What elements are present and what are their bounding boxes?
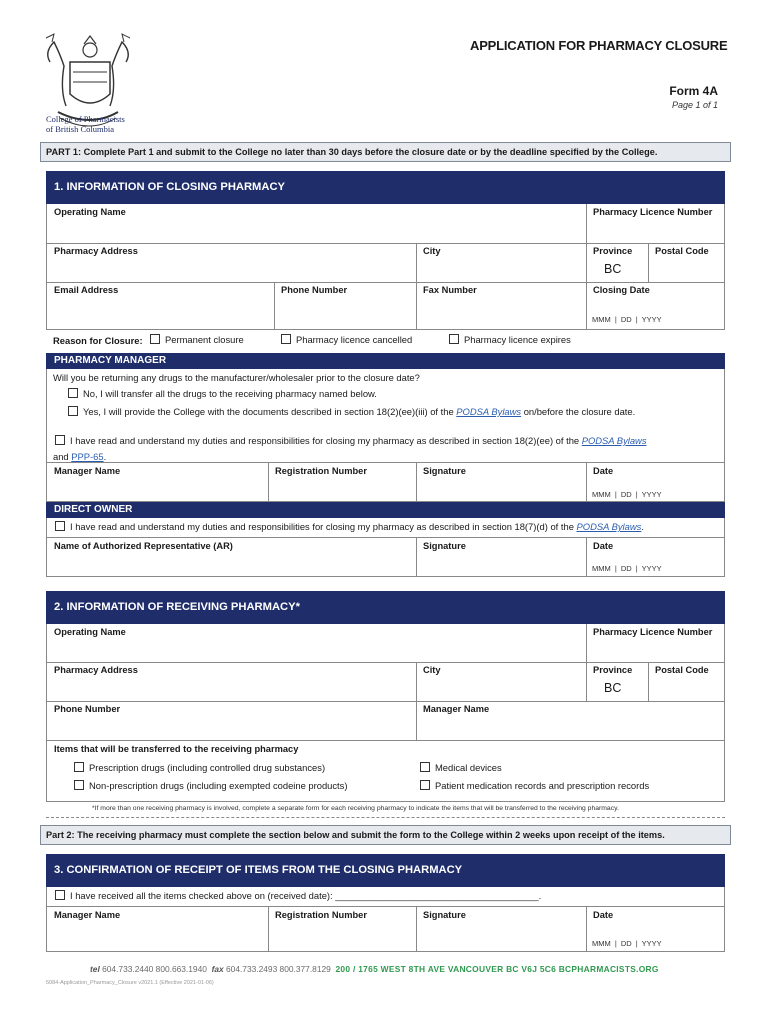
section1-header: 1. INFORMATION OF CLOSING PHARMACY bbox=[46, 171, 725, 204]
checkbox-icon[interactable] bbox=[420, 762, 430, 772]
owner-date-format: MMM | DD | YYYY bbox=[592, 564, 662, 573]
return-drugs-question: Will you be returning any drugs to the manufacturer/wholesaler prior to the closure date? bbox=[53, 372, 420, 383]
city-field[interactable]: City bbox=[423, 246, 441, 256]
owner-grid bbox=[46, 518, 725, 577]
receiving-postal-code-field[interactable]: Postal Code bbox=[655, 665, 709, 675]
authorized-rep-field[interactable]: Name of Authorized Representative (AR) bbox=[54, 541, 233, 551]
checkbox-icon[interactable] bbox=[55, 890, 65, 900]
owner-ack-text: I have read and understand my duties and responsibilities for closing my pharmacy as described in section 18(7)(d) of the bbox=[70, 521, 574, 532]
receiving-address-field[interactable]: Pharmacy Address bbox=[54, 665, 138, 675]
checkbox-icon[interactable] bbox=[68, 388, 78, 398]
address-field[interactable]: Pharmacy Address bbox=[54, 246, 138, 256]
form-title: APPLICATION FOR PHARMACY CLOSURE bbox=[470, 38, 728, 53]
owner-date-field[interactable]: Date bbox=[593, 541, 614, 551]
owner-ack-end: . bbox=[641, 521, 644, 532]
fax-label: fax bbox=[211, 964, 224, 974]
podsa-bylaws-link[interactable]: PODSA Bylaws bbox=[456, 406, 522, 417]
option-yes-label: Yes, I will provide the College with the documents described in section 18(2)(ee)(iii) of the bbox=[83, 406, 454, 417]
logo-caption-line2: of British Columbia bbox=[46, 124, 114, 134]
manager-acknowledgement[interactable] bbox=[55, 435, 647, 446]
items-transferred-label: Items that will be transferred to the receiving pharmacy bbox=[54, 744, 299, 754]
receiving-city-field[interactable]: City bbox=[423, 665, 441, 675]
item-nonprescription[interactable] bbox=[74, 780, 347, 791]
checkbox-icon[interactable] bbox=[74, 762, 84, 772]
receiving-footnote: *If more than one receiving pharmacy is involved, complete a separate form for each receiving pharmacy to indicate the items that will be transferred to the receiving pharmacy. bbox=[92, 805, 619, 812]
logo-caption bbox=[46, 114, 125, 134]
section3-grid bbox=[46, 887, 725, 952]
part1-instructions: PART 1: Complete Part 1 and submit to the College no later than 30 days before the closure date or by the deadline specified by the College. bbox=[40, 142, 731, 162]
receiving-province-value: BC bbox=[604, 681, 622, 695]
reason-expires[interactable] bbox=[449, 334, 571, 345]
manager-grid bbox=[46, 369, 725, 502]
option-no-label: No, I will transfer all the drugs to the receiving pharmacy named below. bbox=[83, 388, 377, 399]
received-confirmation-label: I have received all the items checked above on (received date): _______________________________________. bbox=[70, 890, 542, 901]
owner-acknowledgement[interactable] bbox=[55, 521, 644, 532]
checkbox-icon[interactable] bbox=[55, 435, 65, 445]
section2-grid bbox=[46, 624, 725, 802]
footer-contact bbox=[90, 964, 659, 974]
reason-expires-label: Pharmacy licence expires bbox=[464, 334, 571, 345]
receiving-phone-field[interactable]: Phone Number bbox=[54, 704, 121, 714]
phone-field[interactable]: Phone Number bbox=[281, 285, 348, 295]
pharmacy-manager-header: PHARMACY MANAGER bbox=[46, 353, 725, 369]
manager-ack-line2 bbox=[53, 451, 106, 462]
postal-code-field[interactable]: Postal Code bbox=[655, 246, 709, 256]
reason-cancelled[interactable] bbox=[281, 334, 412, 345]
item-prescription[interactable] bbox=[74, 762, 325, 773]
receiving-operating-name-field[interactable]: Operating Name bbox=[54, 627, 126, 637]
receiving-province-field[interactable]: Province bbox=[593, 665, 633, 675]
reason-permanent-label: Permanent closure bbox=[165, 334, 244, 345]
manager-date-format: MMM | DD | YYYY bbox=[592, 490, 662, 499]
item-prescription-label: Prescription drugs (including controlled drug substances) bbox=[89, 762, 326, 773]
s3-date-field[interactable]: Date bbox=[593, 910, 614, 920]
checkbox-icon[interactable] bbox=[281, 334, 291, 344]
s3-manager-name-field[interactable]: Manager Name bbox=[54, 910, 121, 920]
section2-header: 2. INFORMATION OF RECEIVING PHARMACY* bbox=[46, 591, 725, 624]
item-nonprescription-label: Non-prescription drugs (including exempted codeine products) bbox=[89, 780, 348, 791]
manager-ack-and: and bbox=[53, 451, 69, 462]
province-field[interactable]: Province bbox=[593, 246, 633, 256]
closing-date-field[interactable]: Closing Date bbox=[593, 285, 650, 295]
checkbox-icon[interactable] bbox=[449, 334, 459, 344]
s3-date-format: MMM | DD | YYYY bbox=[592, 939, 662, 948]
received-confirmation[interactable] bbox=[55, 890, 541, 901]
manager-name-field[interactable]: Manager Name bbox=[54, 466, 121, 476]
checkbox-icon[interactable] bbox=[74, 780, 84, 790]
reason-label: Reason for Closure: bbox=[53, 335, 143, 346]
ppp65-link[interactable]: PPP-65 bbox=[71, 451, 104, 462]
email-field[interactable]: Email Address bbox=[54, 285, 119, 295]
podsa-bylaws-link[interactable]: PODSA Bylaws bbox=[576, 521, 642, 532]
date-field[interactable]: Date bbox=[593, 466, 614, 476]
podsa-bylaws-link[interactable]: PODSA Bylaws bbox=[581, 435, 647, 446]
section1-grid bbox=[46, 204, 725, 330]
option-yes-suffix: on/before the closure date. bbox=[523, 406, 636, 417]
licence-number-field[interactable]: Pharmacy Licence Number bbox=[593, 207, 713, 217]
receiving-licence-number-field[interactable]: Pharmacy Licence Number bbox=[593, 627, 713, 637]
tel-label: tel bbox=[90, 964, 100, 974]
footer-address: 200 / 1765 WEST 8TH AVE VANCOUVER BC V6J 5C6 BCPHARMACISTS.ORG bbox=[335, 964, 659, 974]
tel-numbers: 604.733.2440 800.663.1940 bbox=[102, 964, 207, 974]
option-yes[interactable] bbox=[68, 406, 635, 417]
manager-ack-end: . bbox=[103, 451, 107, 462]
manager-ack-text: I have read and understand my duties and responsibilities for closing my pharmacy as described in section 18(2)(ee) of the bbox=[70, 435, 580, 446]
s3-signature-field[interactable]: Signature bbox=[423, 910, 466, 920]
fax-field[interactable]: Fax Number bbox=[423, 285, 477, 295]
reason-permanent[interactable] bbox=[150, 334, 244, 345]
checkbox-icon[interactable] bbox=[55, 521, 65, 531]
signature-field[interactable]: Signature bbox=[423, 466, 466, 476]
operating-name-field[interactable]: Operating Name bbox=[54, 207, 126, 217]
direct-owner-header: DIRECT OWNER bbox=[46, 502, 725, 518]
document-id: 5084-Application_Pharmacy_Closure v2021.1 (Effective 2021-01-06) bbox=[46, 980, 214, 986]
item-patient-records[interactable] bbox=[420, 780, 649, 791]
checkbox-icon[interactable] bbox=[68, 406, 78, 416]
reason-cancelled-label: Pharmacy licence cancelled bbox=[296, 334, 413, 345]
fax-numbers: 604.733.2493 800.377.8129 bbox=[226, 964, 331, 974]
option-no[interactable] bbox=[68, 388, 377, 399]
part2-instructions: Part 2: The receiving pharmacy must complete the section below and submit the form to the College within 2 weeks upon receipt of the items. bbox=[40, 825, 731, 845]
item-patient-records-label: Patient medication records and prescription records bbox=[435, 780, 650, 791]
divider bbox=[46, 817, 725, 818]
checkbox-icon[interactable] bbox=[150, 334, 160, 344]
closing-date-format: MMM | DD | YYYY bbox=[592, 315, 662, 324]
section3-header: 3. CONFIRMATION OF RECEIPT OF ITEMS FROM THE CLOSING PHARMACY bbox=[46, 854, 725, 887]
s3-registration-number-field[interactable]: Registration Number bbox=[275, 910, 367, 920]
item-medical-devices[interactable] bbox=[420, 762, 502, 773]
owner-signature-field[interactable]: Signature bbox=[423, 541, 466, 551]
form-number: Form 4A bbox=[669, 84, 718, 98]
logo-caption-line1: College of Pharmacists bbox=[46, 114, 125, 124]
item-medical-devices-label: Medical devices bbox=[435, 762, 502, 773]
registration-number-field[interactable]: Registration Number bbox=[275, 466, 367, 476]
receiving-manager-name-field[interactable]: Manager Name bbox=[423, 704, 490, 714]
page-number: Page 1 of 1 bbox=[671, 100, 718, 110]
province-value: BC bbox=[604, 262, 622, 276]
checkbox-icon[interactable] bbox=[420, 780, 430, 790]
